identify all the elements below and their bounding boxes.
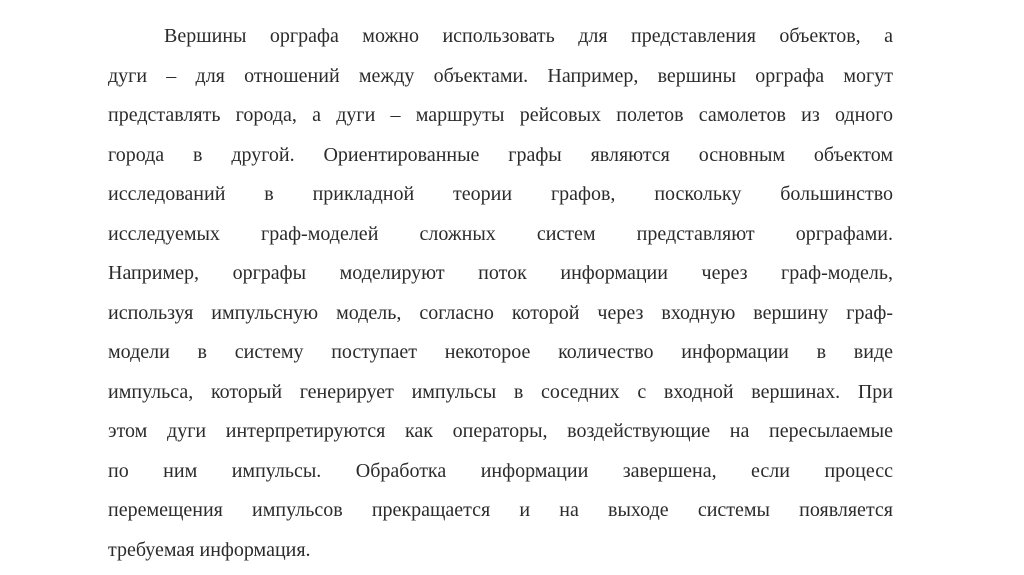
text-line-2: дуги – для отношений между объектами. Например, вершины орграфа могут <box>108 62 893 102</box>
paragraph <box>108 22 893 575</box>
text-line-14: требуемая информация. <box>108 536 893 575</box>
text-line-9: модели в систему поступает некоторое количество информации в виде <box>108 338 893 378</box>
text-line-13: перемещения импульсов прекращается и на выходе системы появляется <box>108 496 893 536</box>
text-line-6: исследуемых граф-моделей сложных систем представляют орграфами. <box>108 220 893 260</box>
document-page <box>108 22 893 575</box>
text-line-10: импульса, который генерирует импульсы в соседних с входной вершинах. При <box>108 378 893 418</box>
text-line-11: этом дуги интерпретируются как операторы, воздействующие на пересылаемые <box>108 417 893 457</box>
text-line-8: используя импульсную модель, согласно которой через входную вершину граф- <box>108 299 893 339</box>
text-line-7: Например, орграфы моделируют поток информации через граф-модель, <box>108 259 893 299</box>
text-line-1: Вершины орграфа можно использовать для представления объектов, а <box>108 22 893 62</box>
text-line-3: представлять города, а дуги – маршруты рейсовых полетов самолетов из одного <box>108 101 893 141</box>
text-line-4: города в другой. Ориентированные графы являются основным объектом <box>108 141 893 181</box>
text-line-5: исследований в прикладной теории графов, поскольку большинство <box>108 180 893 220</box>
text-line-12: по ним импульсы. Обработка информации завершена, если процесс <box>108 457 893 497</box>
